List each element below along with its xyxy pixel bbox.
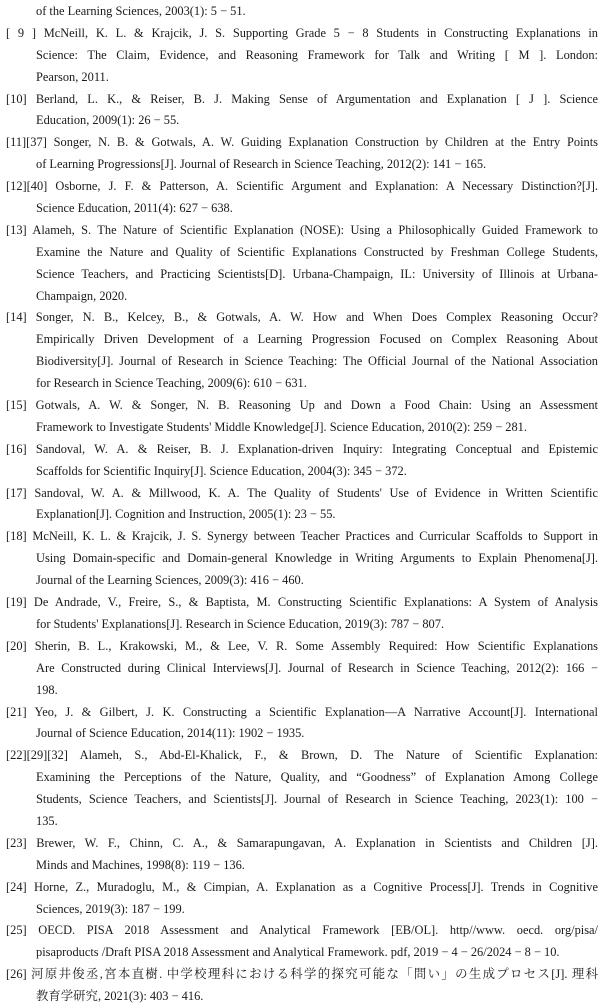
reference-number: [21] bbox=[6, 704, 27, 719]
reference-text: Berland, L. K., & Reiser, B. J. Making Sense of Argumentation and Explanation [ J ]. Science bbox=[35, 91, 598, 106]
reference-continuation-line: Examining the Perceptions of the Nature, Quality, and “Goodness” of Explanation Among College bbox=[36, 770, 598, 785]
reference-continuation-line: Empirically Driven Development of a Learning Progression Focused on Complex Reasoning About bbox=[36, 332, 598, 347]
reference-item bbox=[6, 745, 598, 833]
reference-continuation-line: Using Domain-specific and Domain-general Knowledge in Writing Arguments to Explain Phenomena[J]. bbox=[36, 551, 598, 566]
reference-text: Horne, Z., Muradoglu, M., & Cimpian, A. Explanation as a Cognitive Process[J]. Trends in Cognitive bbox=[34, 879, 598, 894]
reference-text: Alameh, S., Abd-El-Khalick, F., & Brown, D. The Nature of Scientific Explanation: bbox=[79, 748, 598, 763]
reference-continuation-line: Scaffolds for Scientific Inquiry[J]. Science Education, 2004(3): 345 − 372. bbox=[36, 463, 407, 478]
reference-item bbox=[6, 176, 598, 220]
reference-continuation-line: Journal of Science Education, 2014(11): 1902 − 1935. bbox=[36, 726, 305, 741]
reference-number: [14] bbox=[6, 310, 27, 325]
reference-continuation-line: pisaproducts /Draft PISA 2018 Assessment and Analytical Framework. pdf, 2019 − 4 − 26/2024 − 8 − 10. bbox=[36, 945, 560, 960]
reference-continuation-line: Explanation[J]. Cognition and Instruction, 2005(1): 23 − 55. bbox=[36, 507, 336, 522]
reference-text: Sandoval, W. A. & Millwood, K. A. The Quality of Students' Use of Evidence in Written Scientific bbox=[34, 485, 598, 500]
reference-number: [17] bbox=[6, 485, 27, 500]
reference-text: Sandoval, W. A. & Reiser, B. J. Explanation-driven Inquiry: Integrating Conceptual and Epistemic bbox=[35, 441, 598, 456]
reference-first-line bbox=[6, 483, 598, 505]
reference-continuation-line: Minds and Machines, 1998(8): 119 − 136. bbox=[36, 857, 245, 872]
reference-first-line bbox=[6, 877, 598, 899]
reference-number: [25] bbox=[6, 923, 27, 938]
reference-text: Brewer, W. F., Chinn, C. A., & Samarapungavan, A. Explanation in Scientists and Children [J]. bbox=[36, 835, 598, 850]
reference-item bbox=[6, 526, 598, 592]
reference-item bbox=[6, 89, 598, 133]
reference-text: De Andrade, V., Freire, S., & Baptista, M. Constructing Scientific Explanations: A System of Analysis bbox=[33, 595, 598, 610]
reference-text: McNeill, K. L. & Krajcik, J. S. Supporting Grade 5 − 8 Students in Constructing Explanations in bbox=[43, 25, 598, 40]
reference-continuation-line: Biodiversity[J]. Journal of Research in Science Teaching: The Official Journal of the National Association bbox=[36, 354, 598, 369]
reference-continuation-line: Students, Science Teachers, and Scientists[J]. Journal of Research in Science Teaching, 2023(1): 100 − bbox=[36, 792, 598, 807]
reference-first-line bbox=[6, 920, 598, 942]
reference-first-line bbox=[6, 964, 598, 986]
reference-continuation-line: Pearson, 2011. bbox=[36, 69, 109, 84]
reference-continuation-line: of the Learning Sciences, 2003(1): 5 − 51. bbox=[36, 4, 246, 18]
reference-number: [ 9 ] bbox=[6, 25, 36, 40]
reference-continuation-line: 198. bbox=[36, 682, 58, 697]
reference-continuation-line: 135. bbox=[36, 813, 58, 828]
reference-item bbox=[6, 920, 598, 964]
reference-first-line bbox=[6, 132, 598, 154]
reference-number: [16] bbox=[6, 441, 27, 456]
reference-number: [11][37] bbox=[6, 135, 47, 150]
reference-continuation-line: Are Constructed during Clinical Interviews[J]. Journal of Research in Science Teaching, 2012(2): 166 − bbox=[36, 660, 598, 675]
reference-text: OECD. PISA 2018 Assessment and Analytical Framework [EB/OL]. http//www. oecd. org/pisa/ bbox=[38, 923, 598, 938]
reference-item bbox=[6, 307, 598, 395]
reference-item bbox=[6, 439, 598, 483]
reference-list bbox=[6, 1, 598, 1003]
reference-item bbox=[6, 636, 598, 702]
reference-continuation-line: for Students' Explanations[J]. Research in Science Education, 2019(3): 787 − 807. bbox=[36, 616, 445, 631]
reference-item bbox=[6, 23, 598, 89]
reference-text: McNeill, K. L. & Krajcik, J. S. Synergy between Teacher Practices and Curricular Scaffolds to Support in bbox=[32, 529, 598, 544]
reference-item bbox=[6, 877, 598, 921]
reference-text: Yeo, J. & Gilbert, J. K. Constructing a Scientific Explanation—A Narrative Account[J]. International bbox=[34, 704, 598, 719]
reference-text: Songer, N. B., Kelcey, B., & Gotwals, A. W. How and When Does Complex Reasoning Occur? bbox=[35, 310, 598, 325]
reference-first-line bbox=[6, 833, 598, 855]
reference-first-line bbox=[6, 176, 598, 198]
reference-continuation-line: for Research in Science Teaching, 2009(6): 610 − 631. bbox=[36, 376, 307, 391]
reference-item bbox=[6, 702, 598, 746]
reference-item bbox=[6, 395, 598, 439]
reference-number: [18] bbox=[6, 529, 27, 544]
reference-first-line bbox=[6, 636, 598, 658]
reference-number: [26] bbox=[6, 967, 27, 982]
reference-continuation-line: 教育学研究, 2021(3): 403 − 416. bbox=[36, 989, 204, 1003]
reference-continuation-line: Education, 2009(1): 26 − 55. bbox=[36, 113, 180, 128]
reference-first-line bbox=[6, 439, 598, 461]
reference-continuation-line: Journal of the Learning Sciences, 2009(3): 416 − 460. bbox=[36, 573, 304, 588]
reference-number: [22][29][32] bbox=[6, 748, 68, 763]
reference-continuation-line: Framework to Investigate Students' Middle Knowledge[J]. Science Education, 2010(2): 259 − 281. bbox=[36, 419, 527, 434]
reference-number: [23] bbox=[6, 835, 27, 850]
reference-continuation-line: Science: The Claim, Evidence, and Reasoning Framework for Talk and Writing [ M ]. London: bbox=[36, 47, 598, 62]
reference-continuation-line: Examine the Nature and Quality of Scientific Explanations Constructed by Freshman College Students, bbox=[36, 244, 598, 259]
reference-first-line bbox=[6, 395, 598, 417]
reference-first-line bbox=[6, 23, 598, 45]
reference-number: [24] bbox=[6, 879, 27, 894]
reference-item bbox=[6, 132, 598, 176]
reference-continuation-line: Sciences, 2019(3): 187 − 199. bbox=[36, 901, 185, 916]
reference-first-line bbox=[6, 89, 598, 111]
reference-item bbox=[6, 483, 598, 527]
reference-first-line bbox=[6, 592, 598, 614]
reference-text: Gotwals, A. W. & Songer, N. B. Reasoning Up and Down a Food Chain: Using an Assessment bbox=[35, 398, 598, 413]
reference-continuation-line: Science Teachers, and Practicing Scientists[D]. Urbana-Champaign, IL: University of Illinois at Urbana- bbox=[36, 266, 598, 281]
reference-number: [13] bbox=[6, 222, 27, 237]
reference-continuation-line: of Learning Progressions[J]. Journal of Research in Science Teaching, 2012(2): 141 − 165. bbox=[36, 157, 487, 172]
reference-number: [20] bbox=[6, 638, 27, 653]
reference-item bbox=[6, 964, 598, 1003]
reference-item bbox=[6, 592, 598, 636]
reference-text: 河原井俊丞,宮本直樹. 中学校理科における科学的探究可能な「問い」の生成プロセス[J]. 理科 bbox=[31, 967, 598, 982]
reference-text: Alameh, S. The Nature of Scientific Explanation (NOSE): Using a Philosophically Guided Framework to bbox=[32, 222, 598, 237]
reference-continuation-line: Science Education, 2011(4): 627 − 638. bbox=[36, 201, 233, 216]
reference-text: Sherin, B. L., Krakowski, M., & Lee, V. R. Some Assembly Required: How Scientific Explanations bbox=[34, 638, 598, 653]
reference-text: Osborne, J. F. & Patterson, A. Scientific Argument and Explanation: A Necessary Distinction?[J]. bbox=[55, 179, 598, 194]
reference-first-line bbox=[6, 220, 598, 242]
reference-text: Songer, N. B. & Gotwals, A. W. Guiding Explanation Construction by Children at the Entry Points bbox=[53, 135, 598, 150]
reference-continuation-line: Champaign, 2020. bbox=[36, 288, 128, 303]
reference-number: [15] bbox=[6, 398, 27, 413]
reference-first-line bbox=[6, 307, 598, 329]
reference-first-line bbox=[6, 745, 598, 767]
reference-first-line bbox=[6, 702, 598, 724]
reference-number: [19] bbox=[6, 595, 27, 610]
reference-number: [10] bbox=[6, 91, 27, 106]
reference-item bbox=[6, 833, 598, 877]
reference-item bbox=[6, 220, 598, 308]
reference-first-line bbox=[6, 526, 598, 548]
reference-number: [12][40] bbox=[6, 179, 48, 194]
